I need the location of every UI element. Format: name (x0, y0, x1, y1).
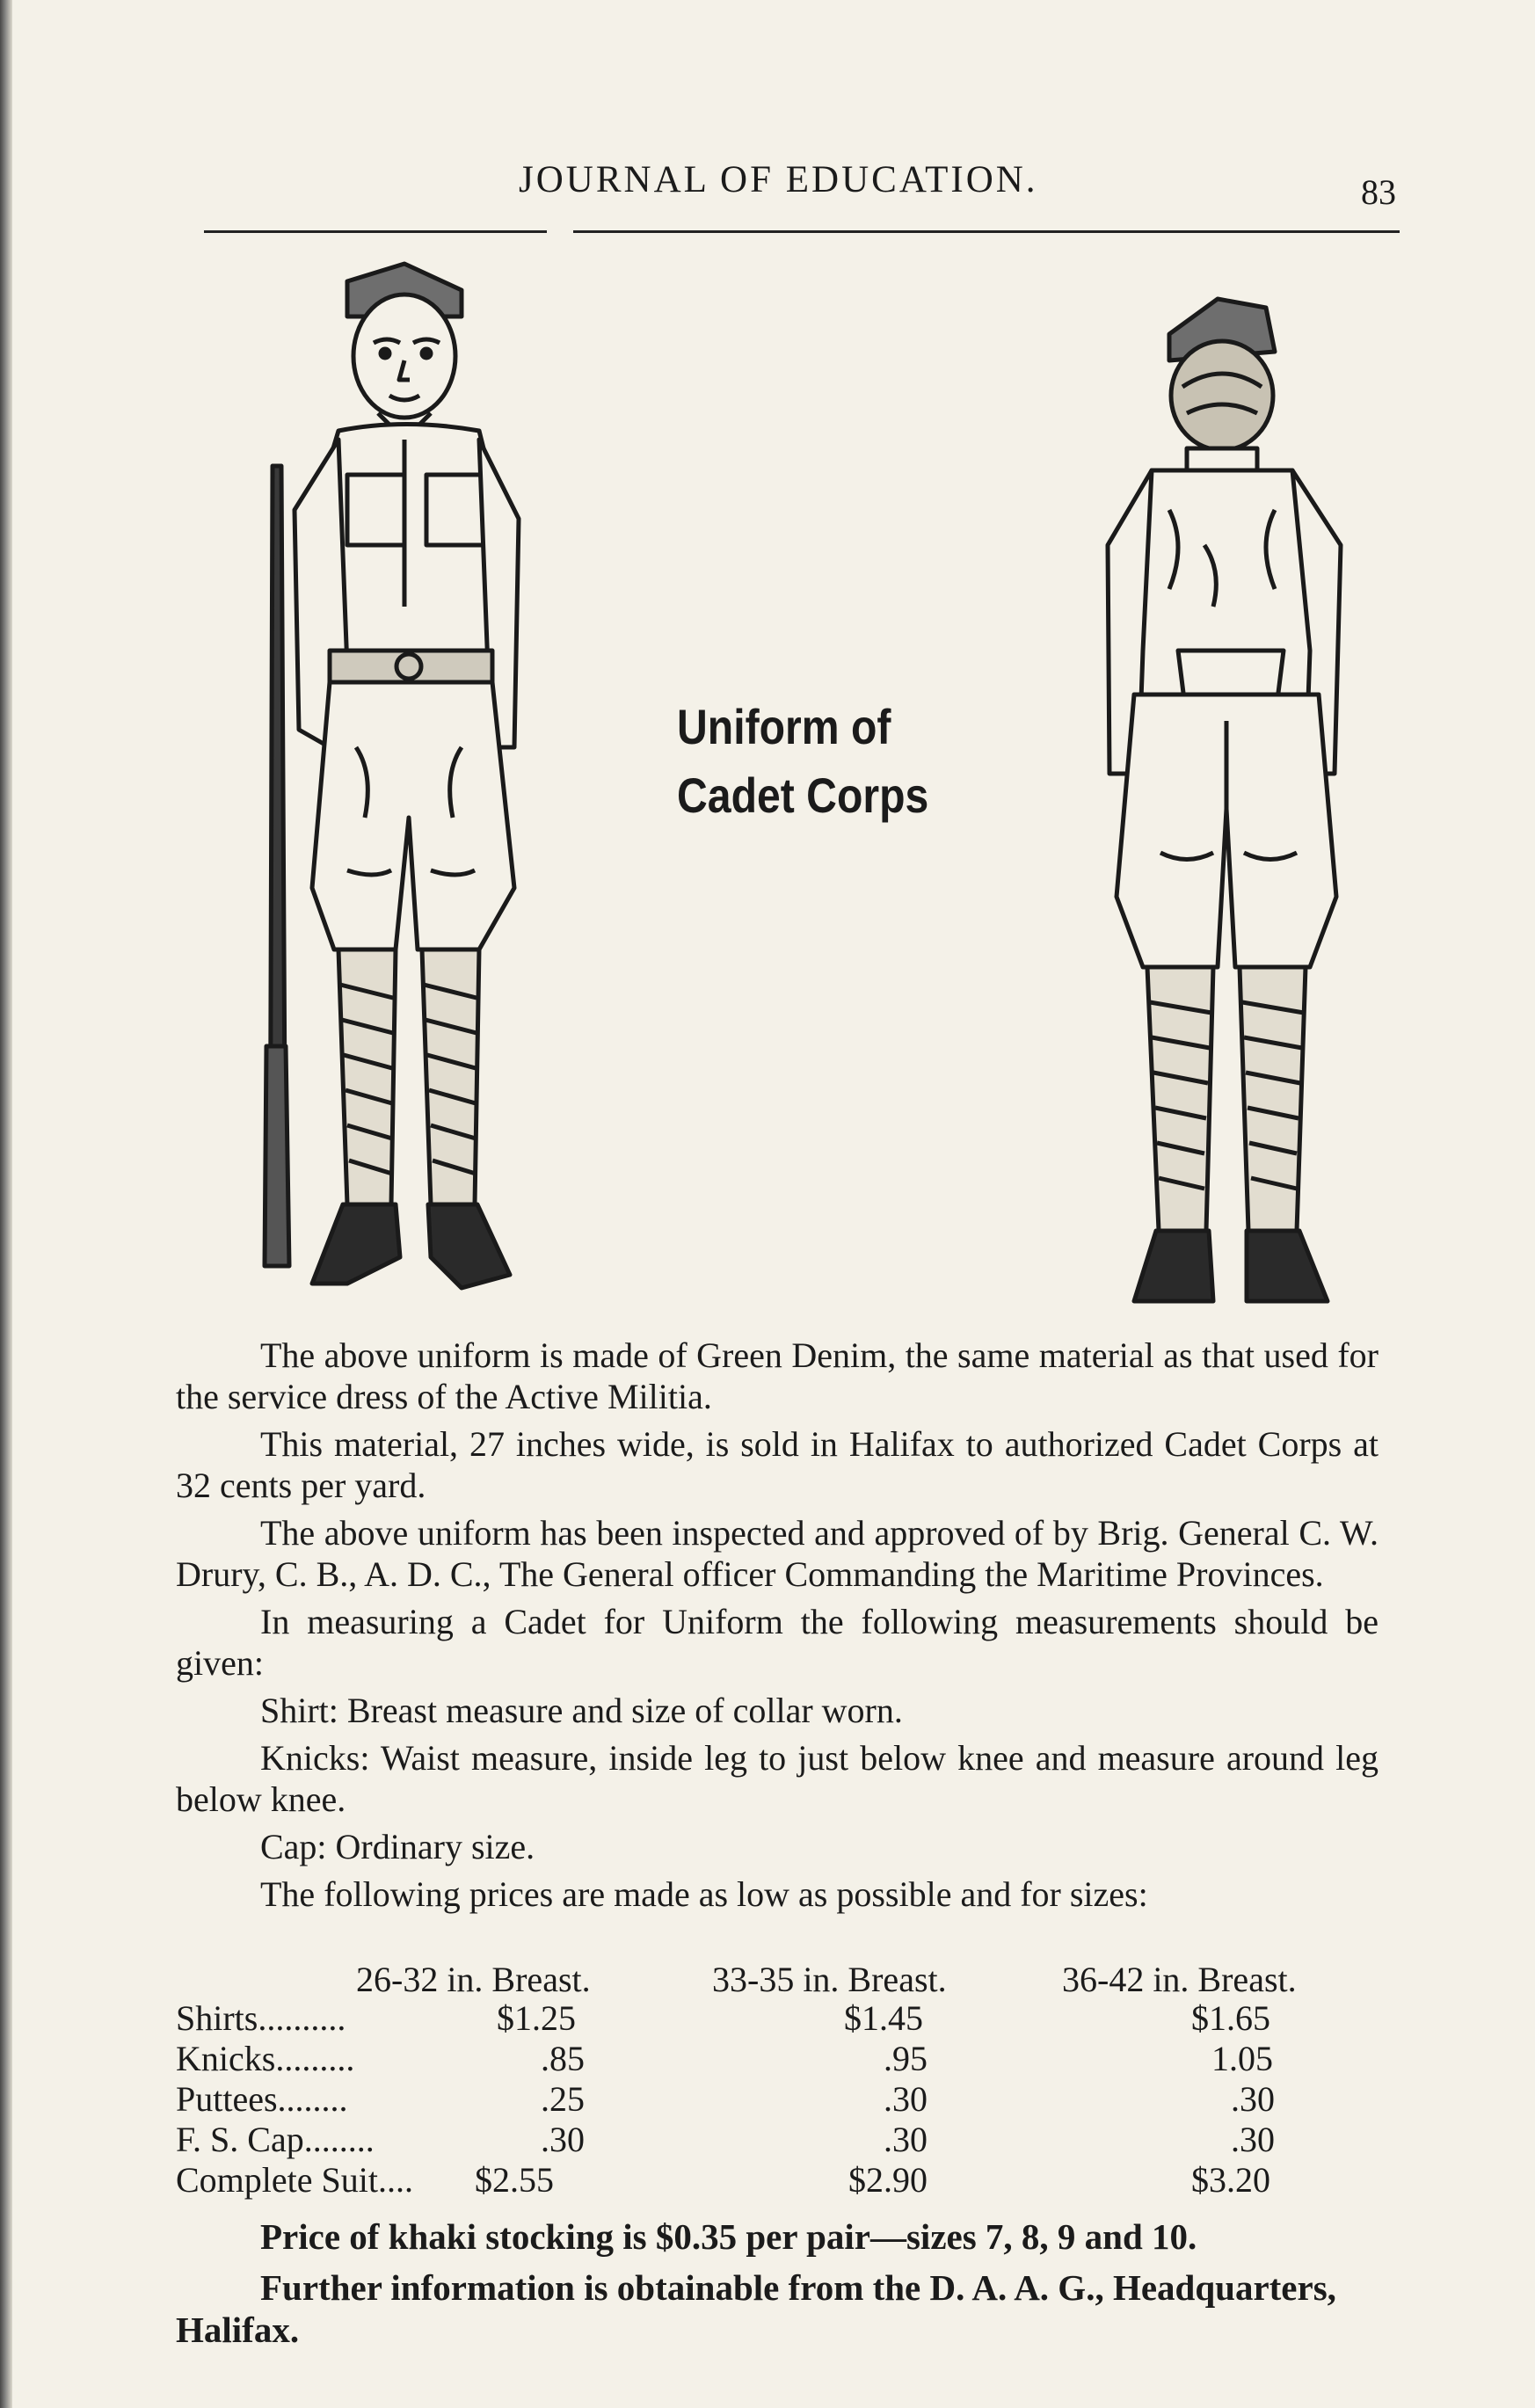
row-item: Shirts.......... (176, 1998, 346, 2038)
running-header-title: JOURNAL OF EDUCATION. (519, 159, 1038, 200)
size-header-medium: 33-35 in. Breast. (712, 1960, 947, 1999)
row-item: Knicks......... (176, 2039, 355, 2078)
price-small: .85 (541, 2039, 585, 2078)
paragraph-prices-intro: The following prices are made as low as possible and for sizes: (260, 1874, 1148, 1914)
paragraph-approval: The above uniform has been inspected and approved of by Brig. General C. W. Drury, C. B., A. D. C., The General officer Commanding the Maritime Provinces. (176, 1513, 1379, 1594)
size-header-large: 36-42 in. Breast. (1062, 1960, 1297, 1999)
price-small: .30 (541, 2120, 585, 2159)
header-rule (204, 230, 1400, 233)
paragraph-knicks: Knicks: Waist measure, inside leg to just below knee and measure around leg below knee. (176, 1738, 1379, 1819)
row-item: Puttees........ (176, 2079, 348, 2119)
row-item: Complete Suit.... (176, 2160, 413, 2200)
price-medium: .95 (884, 2039, 928, 2078)
page-number: 83 (1361, 172, 1396, 212)
price-small: $2.55 (475, 2160, 554, 2200)
paragraph-cap: Cap: Ordinary size. (260, 1827, 535, 1866)
figure-caption (677, 693, 928, 830)
price-large: $1.65 (1191, 1998, 1270, 2038)
figure-caption-line1: Uniform of (677, 699, 891, 754)
scanned-page-edge (0, 0, 12, 2408)
size-header-small: 26-32 in. Breast. (356, 1960, 591, 1999)
price-medium: $2.90 (848, 2160, 928, 2200)
price-medium: .30 (884, 2079, 928, 2119)
paragraph-measurements-intro: In measuring a Cadet for Uniform the following measurements should be given: (176, 1602, 1379, 1683)
cadet-rear-view-illustration (1055, 281, 1407, 1328)
further-information-line: Further information is obtainable from the D. A. A. G., Headquarters, Halifax. (176, 2267, 1336, 2350)
stocking-price-line: Price of khaki stocking is $0.35 per pair—sizes 7, 8, 9 and 10. (260, 2216, 1197, 2257)
cadet-front-view-illustration (198, 255, 567, 1328)
price-medium: .30 (884, 2120, 928, 2159)
price-small: .25 (541, 2079, 585, 2119)
price-large: 1.05 (1211, 2039, 1273, 2078)
price-large: .30 (1231, 2120, 1275, 2159)
paragraph-shirt: Shirt: Breast measure and size of collar worn. (260, 1691, 903, 1730)
figure-caption-line2: Cadet Corps (677, 768, 929, 823)
price-medium: $1.45 (844, 1998, 923, 2038)
article-body (176, 1335, 1379, 1921)
paragraph-price-per-yard: This material, 27 inches wide, is sold in Halifax to authorized Cadet Corps at 32 cents per yard. (176, 1424, 1379, 1505)
header-rule-gap (547, 227, 573, 236)
row-item: F. S. Cap........ (176, 2120, 375, 2159)
price-large: .30 (1231, 2079, 1275, 2119)
price-small: $1.25 (497, 1998, 576, 2038)
price-large: $3.20 (1191, 2160, 1270, 2200)
paragraph-material: The above uniform is made of Green Denim, the same material as that used for the service dress of the Active Militia. (176, 1335, 1379, 1416)
